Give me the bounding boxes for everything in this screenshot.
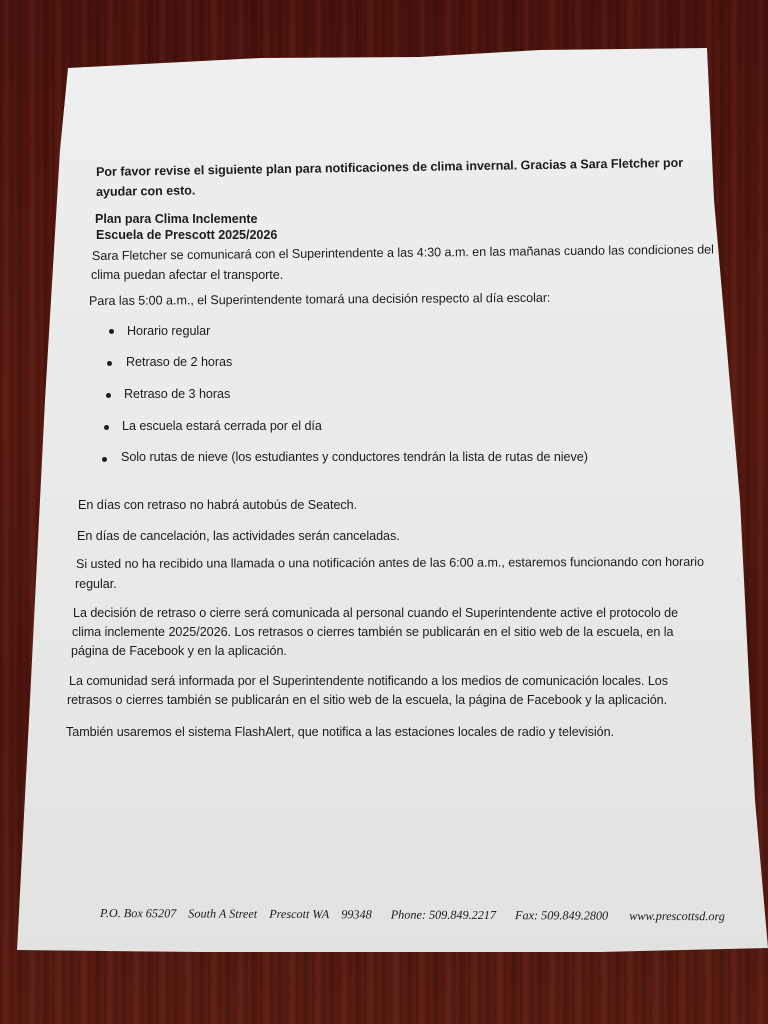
footer-zip: 99348 [341, 907, 372, 922]
footer-city: Prescott WA [269, 906, 330, 922]
document-title-line-2: Escuela de Prescott 2025/2026 [96, 228, 278, 242]
option-label: Retraso de 2 horas [126, 355, 233, 369]
footer-fax: Fax: 509.849.2800 [515, 908, 609, 923]
staff-notice-line-3: página de Facebook y en la aplicación. [71, 644, 287, 658]
flashalert-notice: También usaremos el sistema FlashAlert, que notifica a las estaciones locales de radio y televisión. [66, 725, 615, 739]
footer-street: South A Street [188, 906, 258, 921]
cancel-note: En días de cancelación, las actividades serán canceladas. [77, 529, 400, 543]
footer-phone: Phone: 509.849.2217 [390, 907, 497, 923]
decision-intro-text: Para las 5:00 a.m., el Superintendente tomará una decisión respecto al día escolar: [88, 290, 551, 308]
letterhead-footer [99, 906, 725, 924]
contact-paragraph-line-1: Sara Fletcher se comunicará con el Superintendente a las 4:30 a.m. en las mañanas cuando las condiciones del [91, 242, 714, 263]
bullet-icon [107, 361, 112, 366]
intro-text-line-2: ayudar con esto. [95, 183, 196, 199]
intro-text-line-1: Por favor revise el siguiente plan para notificaciones de clima invernal. Gracias a Sara Fletcher por [95, 155, 684, 179]
footer-website: www.prescottsd.org [629, 908, 725, 924]
community-notice-line-2: retrasos o cierres también se publicarán en el sitio web de la escuela, la página de Facebook y la aplicación. [67, 693, 668, 707]
default-schedule-note-line-1: Si usted no ha recibido una llamada o una notificación antes de las 6:00 a.m., estaremos funcionando con horario [75, 554, 705, 571]
contact-paragraph-line-2: clima puedan afectar el transporte. [91, 268, 284, 282]
bullet-icon [104, 425, 109, 430]
footer-po-box: P.O. Box 65207 [99, 906, 177, 921]
option-label: Retraso de 3 horas [124, 387, 231, 401]
staff-notice-line-2: clima inclemente 2025/2026. Los retrasos o cierres también se publicarán en el sitio web de la escuela, en la [72, 625, 674, 639]
document-title-line-1: Plan para Clima Inclemente [95, 212, 258, 226]
option-label: La escuela estará cerrada por el día [122, 419, 322, 433]
bullet-icon [106, 393, 111, 398]
community-notice-line-1: La comunidad será informada por el Superintendente notificando a los medios de comunicación locales. Los [69, 674, 668, 688]
bullet-icon [102, 457, 107, 462]
default-schedule-note-line-2: regular. [75, 577, 117, 591]
option-label: Solo rutas de nieve (los estudiantes y conductores tendrán la lista de rutas de nieve) [121, 450, 588, 464]
staff-notice-line-1: La decisión de retraso o cierre será comunicada al personal cuando el Superintendente active el protocolo de [73, 606, 679, 620]
delay-note: En días con retraso no habrá autobús de Seatech. [78, 498, 358, 512]
option-label: Horario regular [127, 324, 211, 338]
bullet-icon [109, 329, 114, 334]
